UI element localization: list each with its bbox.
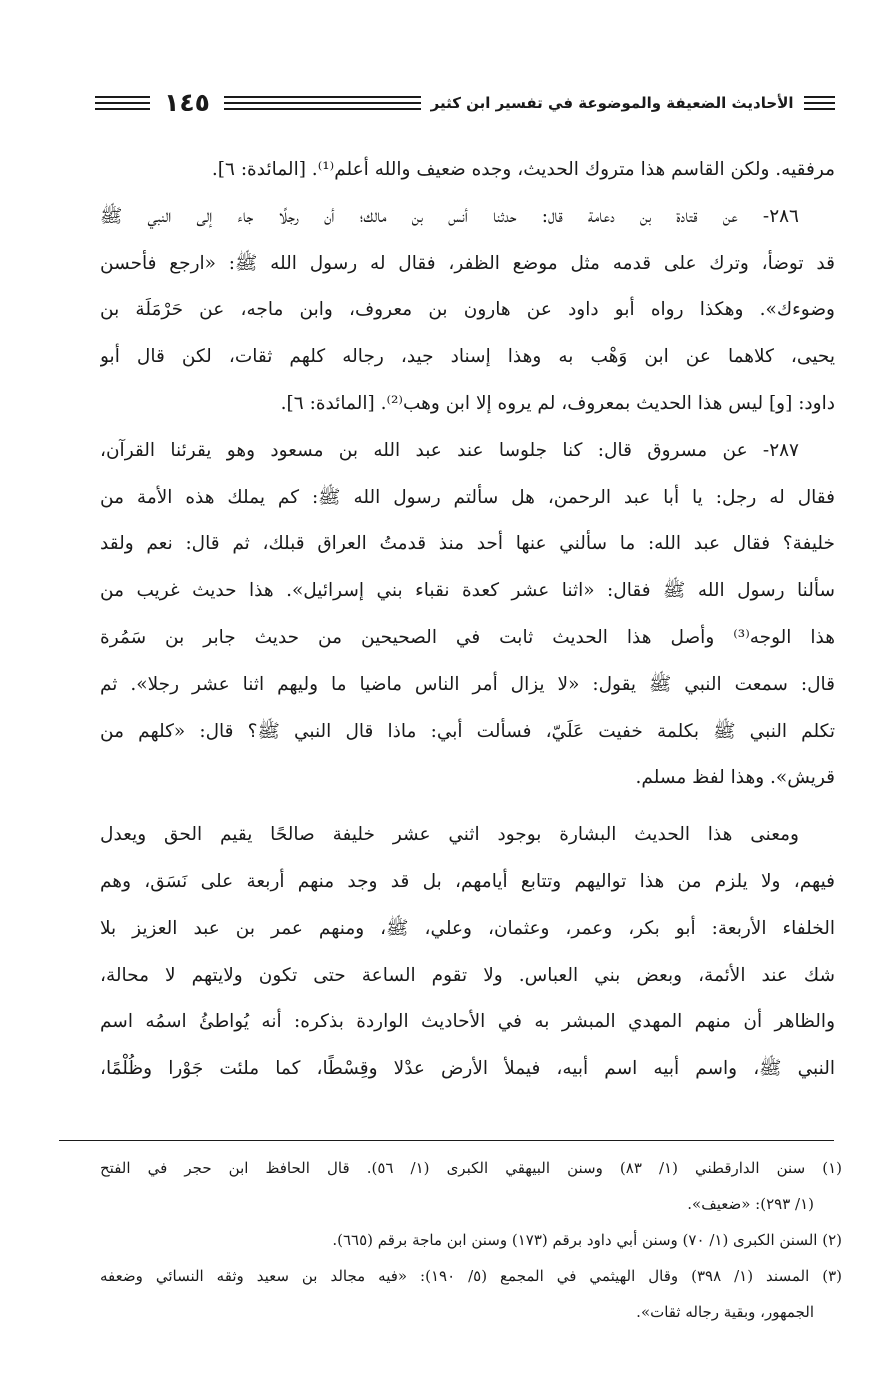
footnote-separator xyxy=(59,1140,834,1141)
text-line: قد توضأ، وترك على قدمه مثل موضع الظفر، فقال له رسول الله ﷺ: «ارجع فأحسن xyxy=(100,252,835,274)
footnote-3-cont: الجمهور، وبقية رجاله ثقات». xyxy=(636,1303,814,1321)
page-header xyxy=(95,86,835,120)
footnote-1-cont: (١/ ٢٩٣): «ضعيف». xyxy=(687,1195,814,1213)
text-line: وضوءك». وهكذا رواه أبو داود عن هارون بن معروف، وابن ماجه، عن حَرْمَلَة بن xyxy=(100,299,835,321)
text-line: داود: [و] ليس هذا الحديث بمعروف، لم يروه إلا ابن وهب⁽²⁾. [المائدة: ٦]. xyxy=(280,392,835,414)
text-line: هذا الوجه⁽³⁾ وأصل هذا الحديث ثابت في الصحيحين من حديث جابر بن سَمُرة xyxy=(100,626,835,648)
text-line: مرفقيه. ولكن القاسم هذا متروك الحديث، وجده ضعيف والله أعلم⁽¹⁾. [المائدة: ٦]. xyxy=(211,159,835,180)
text-line-hadith-287: ٢٨٧- عن مسروق قال: كنا جلوسا عند عبد الله بن مسعود وهو يقرئنا القرآن، xyxy=(100,439,799,461)
text-line: شك عند الأئمة، وبعض بني العباس. ولا تقوم الساعة حتى تكون ولايتهم لا محالة، xyxy=(100,964,835,986)
text-line-hadith-286: ٢٨٦- عن قتادة بن دعامة قال: حدثنا أنس بن مالك؛ أن رجلًا جاء إلى النبي ﷺ xyxy=(100,205,799,227)
text-line: خليفة؟ فقال عبد الله: ما سألني عنها أحد منذ قدمتُ العراق قبلك، ثم قال: نعم ولقد xyxy=(100,533,835,555)
text-line: قال: سمعت النبي ﷺ يقول: «لا يزال أمر الناس ماضيا ما وليهم اثنا عشر رجلا». ثم xyxy=(100,673,835,695)
page-number: ١٤٥ xyxy=(164,88,210,117)
text-line: والظاهر أن منهم المهدي المبشر به في الأحاديث الواردة بذكره: أنه يُواطئُ اسمُه اسم xyxy=(100,1011,835,1033)
text-line: يحيى، كلاهما عن ابن وَهْب به وهذا إسناد جيد، رجاله كلهم ثقات، لكن قال أبو xyxy=(100,346,835,368)
header-rule-middle xyxy=(224,96,421,110)
text-line: الخلفاء الأربعة: أبو بكر، وعمر، وعثمان، وعلي، ﷺ، ومنهم عمر بن عبد العزيز بلا xyxy=(100,917,835,939)
footnotes xyxy=(100,1150,842,1330)
footnote-1: (١) سنن الدارقطني (١/ ٨٣) وسنن البيهقي الكبرى (١/ ٥٦). قال الحافظ ابن حجر في الفتح xyxy=(100,1159,842,1177)
footnote-3: (٣) المسند (١/ ٣٩٨) وقال الهيثمي في المجمع (٥/ ١٩٠): «فيه مجالد بن سعيد وثقه النسائي وضعفه xyxy=(100,1267,842,1285)
text-line: فيهم، ولا يلزم من هذا تواليهم وتتابع أيامهم، بل قد وجد منهم أربعة على نَسَق، وهم xyxy=(100,870,835,892)
text-line: النبي ﷺ، واسم أبيه اسم أبيه، فيملأ الأرض عدْلا وقِسْطًا، كما ملئت جَوْرا وظُلْمًا، xyxy=(100,1058,835,1080)
footnote-2: (٢) السنن الكبرى (١/ ٧٠) وسنن أبي داود برقم (١٧٣) وسنن ابن ماجة برقم (٦٦٥). xyxy=(332,1231,842,1249)
running-title: الأحاديث الضعيفة والموضوعة في تفسير ابن كثير xyxy=(430,94,794,112)
header-rule-left xyxy=(95,96,150,110)
text-line: سألنا رسول الله ﷺ فقال: «اثنا عشر كعدة نقباء بني إسرائيل». هذا حديث غريب من xyxy=(100,580,835,602)
text-line: فقال له رجل: يا أبا عبد الرحمن، هل سألتم رسول الله ﷺ: كم يملك هذه الأمة من xyxy=(100,486,835,508)
header-rule-right xyxy=(804,96,835,110)
text-line-commentary: ومعنى هذا الحديث البشارة بوجود اثني عشر خليفة صالحًا يقيم الحق ويعدل xyxy=(100,824,799,846)
text-line: تكلم النبي ﷺ بكلمة خفيت عَلَيّ، فسألت أبي: ماذا قال النبي ﷺ؟ قال: «كلهم من xyxy=(100,720,835,742)
text-line: قريش». وهذا لفظ مسلم. xyxy=(635,767,835,789)
body-text xyxy=(100,147,835,1093)
